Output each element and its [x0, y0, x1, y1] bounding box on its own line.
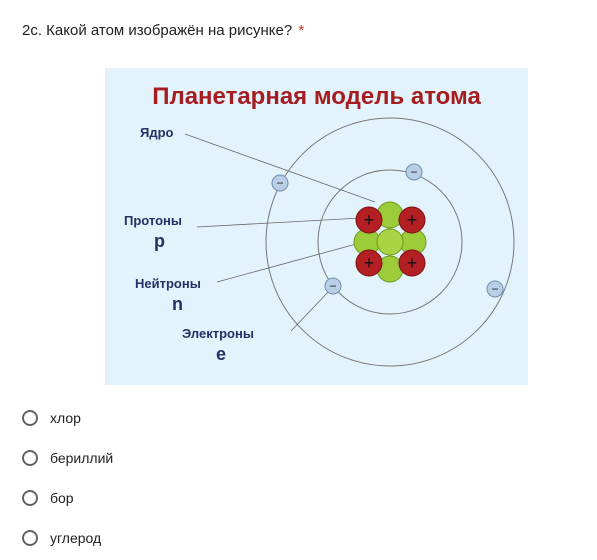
electron: [325, 278, 341, 294]
option-label[interactable]: бериллий: [50, 450, 114, 466]
nucleus-pointer-line: [185, 134, 375, 202]
label-electrons: Электроны: [182, 326, 254, 341]
option-row[interactable]: [22, 518, 113, 558]
figure-title: Планетарная модель атома: [152, 83, 481, 110]
electron-sign: −: [276, 176, 284, 190]
option-label[interactable]: бор: [50, 490, 74, 506]
option-row[interactable]: [22, 478, 113, 518]
symbol-protons: p: [154, 231, 165, 251]
proton-sign: +: [406, 253, 418, 273]
symbol-neutrons: n: [172, 294, 183, 314]
radio-button[interactable]: [22, 490, 38, 506]
electrons-pointer-line: [291, 289, 331, 331]
option-row[interactable]: [22, 438, 113, 478]
radio-button[interactable]: [22, 450, 38, 466]
option-label[interactable]: углерод: [50, 530, 102, 546]
electron: [487, 281, 503, 297]
option-row[interactable]: [22, 398, 113, 438]
question-title: [22, 21, 304, 41]
label-protons: Протоны: [124, 213, 182, 228]
neutron: [377, 229, 403, 255]
option-label[interactable]: хлор: [50, 410, 81, 426]
electron: [406, 164, 422, 180]
proton-sign: +: [363, 210, 375, 230]
electron-sign: −: [410, 165, 418, 179]
radio-button[interactable]: [22, 530, 38, 546]
atom-model-image: [105, 68, 528, 385]
question-text: 2c. Какой атом изображён на рисунке?: [22, 22, 293, 39]
neutrons-pointer-line: [217, 243, 360, 282]
proton-sign: +: [363, 253, 375, 273]
label-nucleus: Ядро: [140, 125, 174, 140]
electron: [272, 175, 288, 191]
electron-sign: −: [329, 279, 337, 293]
label-neutrons: Нейтроны: [135, 276, 201, 291]
electron-sign: −: [491, 282, 499, 296]
answer-options: [22, 398, 113, 558]
radio-button[interactable]: [22, 410, 38, 426]
protons-pointer-line: [197, 218, 361, 227]
symbol-electrons: e: [216, 344, 227, 364]
proton-sign: +: [406, 210, 418, 230]
required-asterisk: *: [298, 22, 305, 39]
